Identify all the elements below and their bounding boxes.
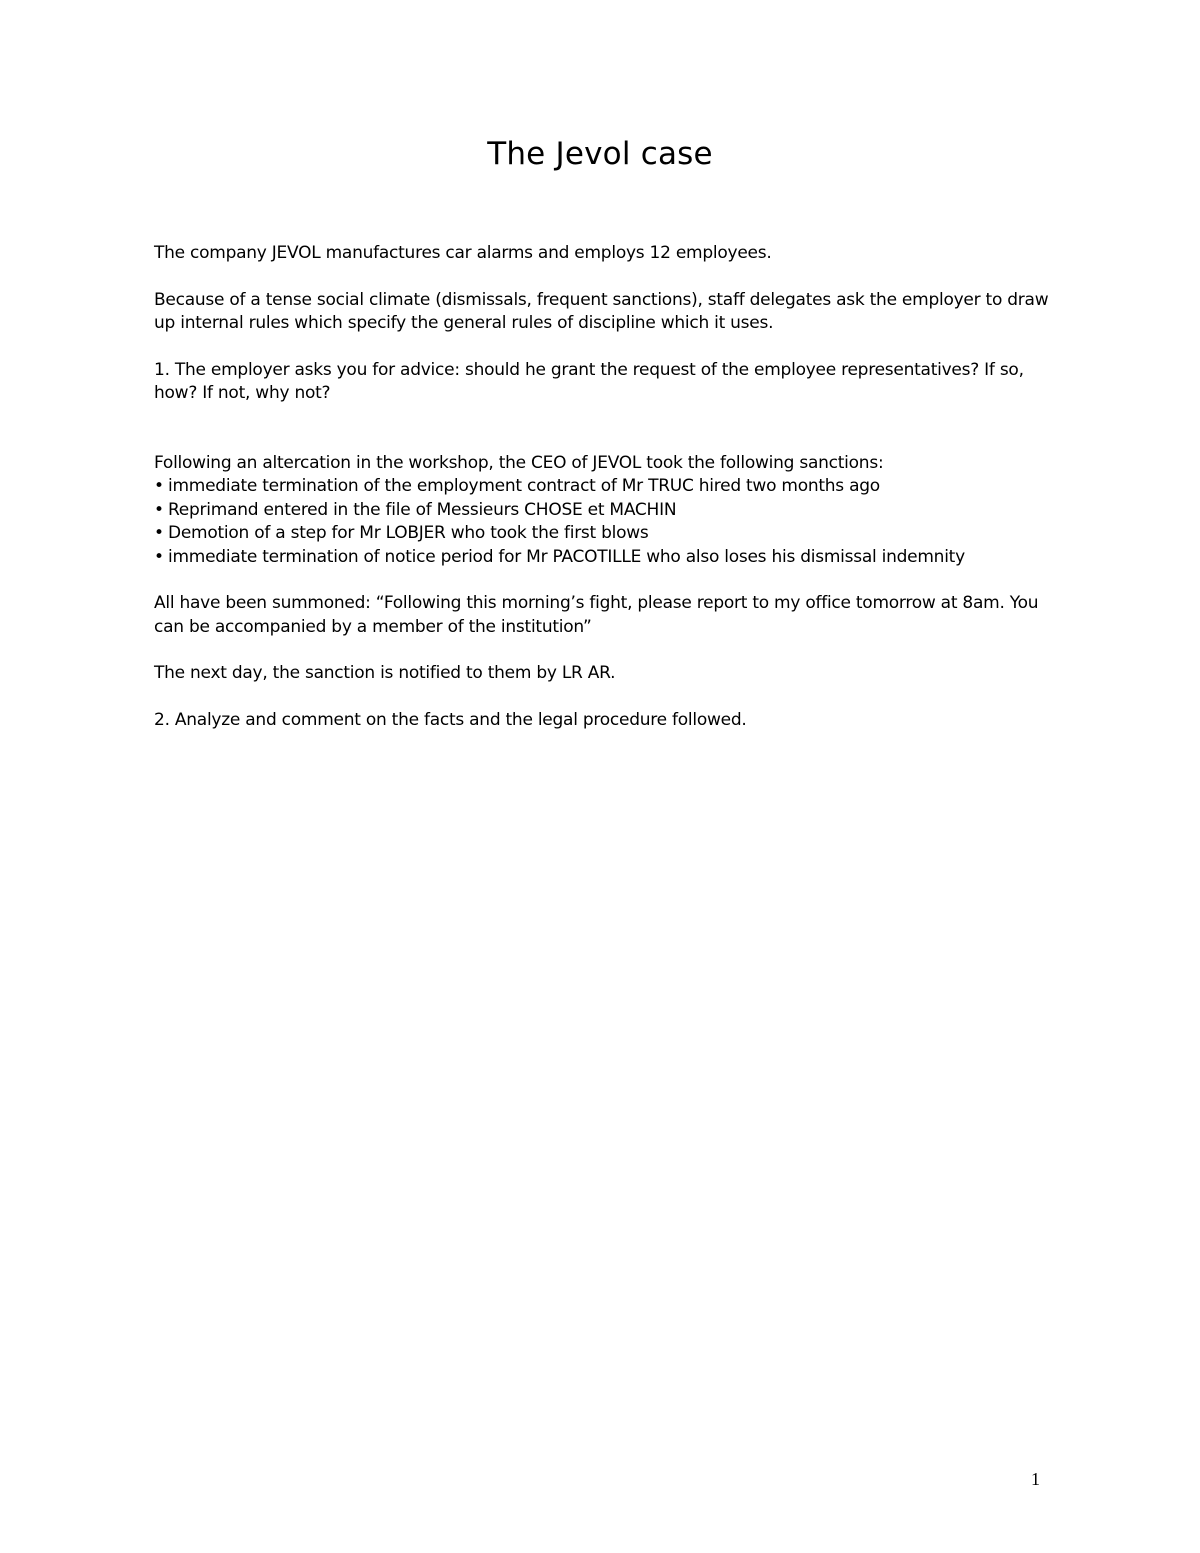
question-1: 1. The employer asks you for advice: should he grant the request of the employee representatives? If so, how? If not, why not? (154, 359, 1024, 403)
sanctions-list (154, 475, 1054, 569)
intro-paragraph: The company JEVOL manufactures car alarms and employs 12 employees. (154, 243, 772, 263)
question-2: 2. Analyze and comment on the facts and the legal procedure followed. (154, 709, 747, 730)
page-number: 1 (1031, 1469, 1040, 1489)
document-body (154, 242, 1054, 732)
sanction-item: • immediate termination of notice period for Mr PACOTILLE who also loses his dismissal indemnity (154, 546, 1054, 570)
altercation-paragraph: Following an altercation in the workshop, the CEO of JEVOL took the following sanctions: (154, 452, 884, 473)
document-title: The Jevol case (487, 136, 713, 172)
climate-paragraph: Because of a tense social climate (dismissals, frequent sanctions), staff delegates ask the employer to draw up internal rules which specify the general rules of discipline which it uses. (154, 289, 1049, 333)
sanction-item: • Demotion of a step for Mr LOBJER who took the first blows (154, 522, 1054, 546)
sanction-item: • immediate termination of the employment contract of Mr TRUC hired two months ago (154, 475, 1054, 499)
next-day-paragraph: The next day, the sanction is notified to them by LR AR. (154, 663, 616, 683)
summoned-paragraph: All have been summoned: “Following this morning’s fight, please report to my office tomorrow at 8am. You can be accompanied by a member of the institution” (154, 593, 1039, 637)
sanction-item: • Reprimand entered in the file of Messieurs CHOSE et MACHIN (154, 499, 1054, 523)
